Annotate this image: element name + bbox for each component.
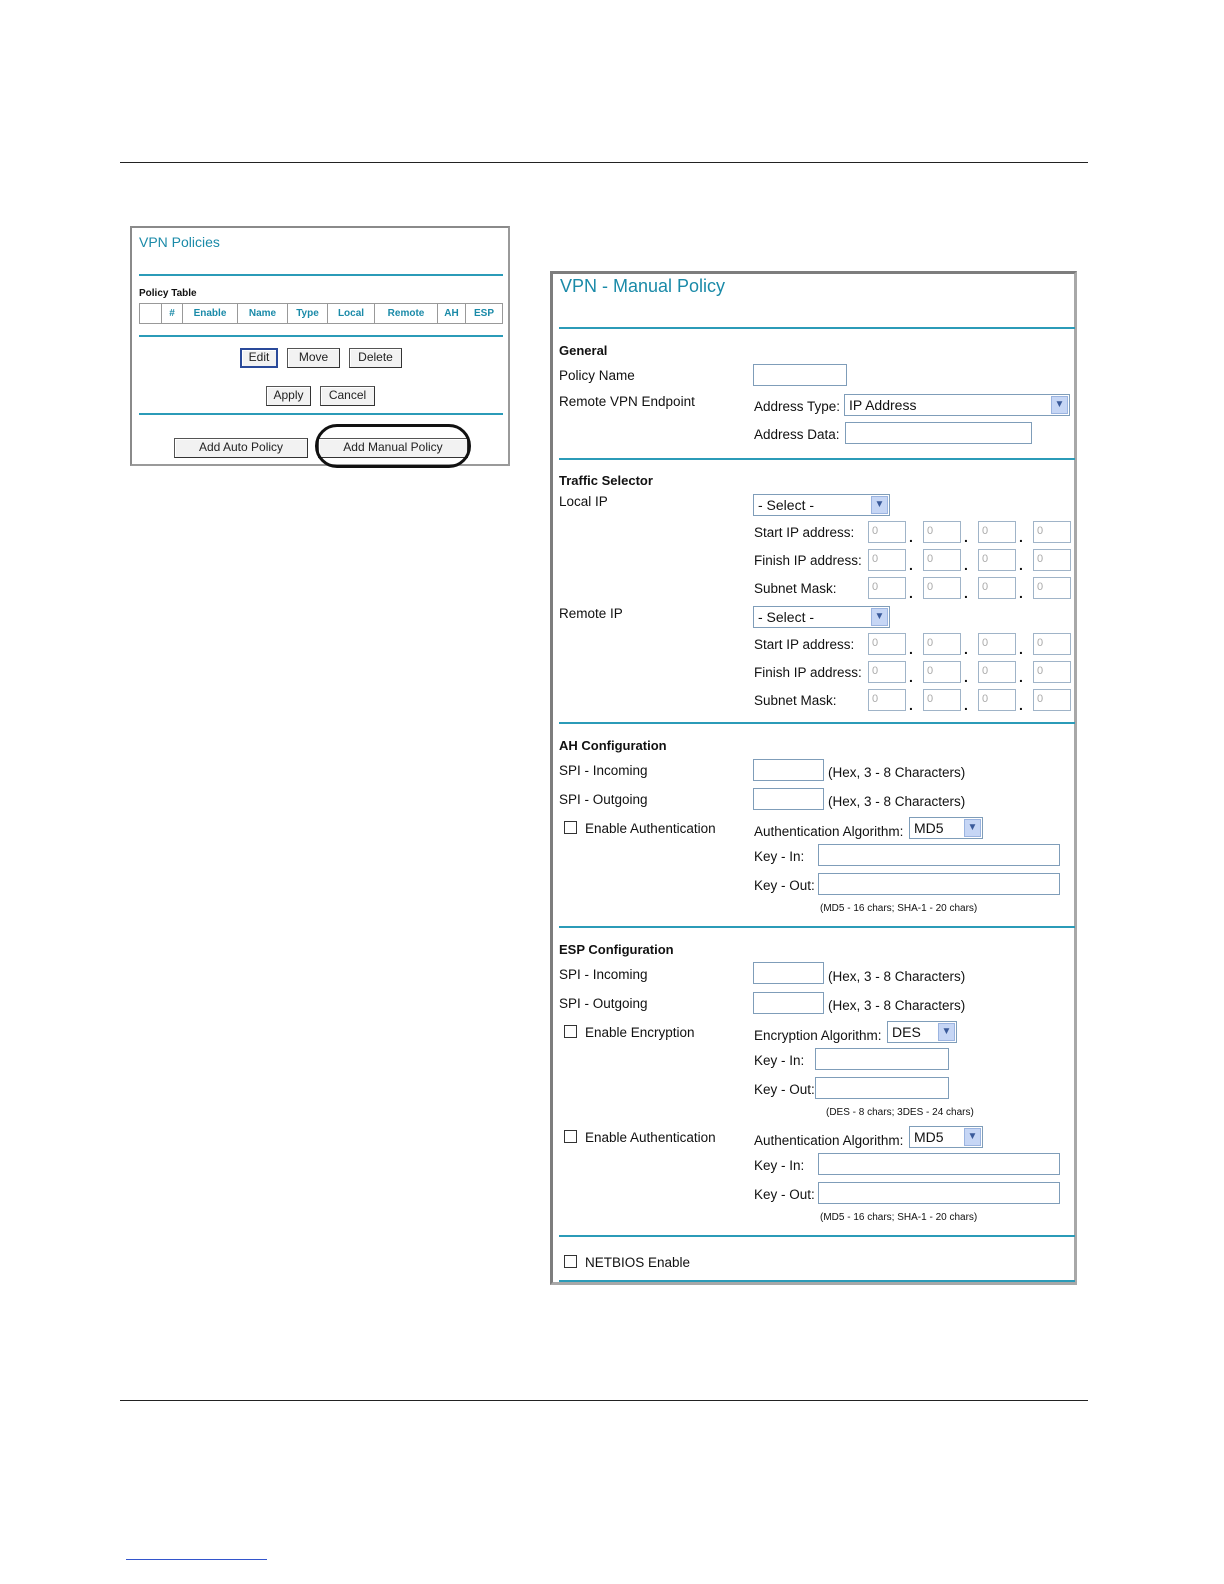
ah-spi-outgoing-label: SPI - Outgoing (559, 792, 648, 807)
remote-mask-octet-4[interactable]: 0 (1033, 689, 1071, 711)
general-divider (559, 458, 1075, 460)
local-ip-label: Local IP (559, 494, 608, 509)
esp-auth-key-in-label: Key - In: (754, 1158, 805, 1173)
add-manual-policy-button[interactable]: Add Manual Policy (318, 438, 468, 458)
local-start-ip-label: Start IP address: (754, 525, 855, 540)
col-select (140, 304, 162, 324)
local-finish-ip-label: Finish IP address: (754, 553, 862, 568)
policy-name-input[interactable] (753, 364, 847, 386)
esp-auth-algo-value: MD5 (914, 1129, 944, 1145)
address-data-input[interactable] (845, 422, 1032, 444)
col-remote: Remote (375, 304, 438, 324)
remote-subnet-mask-label: Subnet Mask: (754, 693, 837, 708)
title-divider (559, 327, 1075, 329)
remote-finish-octet-2[interactable]: 0 (923, 661, 961, 683)
col-name: Name (238, 304, 288, 324)
remote-finish-octet-1[interactable]: 0 (868, 661, 906, 683)
traffic-selector-heading: Traffic Selector (559, 473, 653, 488)
ah-spi-outgoing-input[interactable] (753, 788, 824, 810)
remote-mask-octet-1[interactable]: 0 (868, 689, 906, 711)
esp-enable-auth-label: Enable Authentication (585, 1130, 716, 1145)
manual-policy-panel (550, 271, 1077, 1285)
local-subnet-mask-label: Subnet Mask: (754, 581, 837, 596)
remote-mask-octet-3[interactable]: 0 (978, 689, 1016, 711)
ah-auth-algo-label: Authentication Algorithm: (754, 824, 904, 839)
footer-link-underline (126, 1559, 267, 1560)
apply-button[interactable]: Apply (266, 386, 311, 406)
dot-separator: . (1019, 529, 1023, 545)
local-finish-octet-2[interactable]: 0 (923, 549, 961, 571)
esp-enable-encryption-label: Enable Encryption (585, 1025, 695, 1040)
col-number: # (162, 304, 183, 324)
dot-separator: . (964, 557, 968, 573)
esp-spi-incoming-hint: (Hex, 3 - 8 Characters) (828, 969, 966, 984)
ah-enable-auth-label: Enable Authentication (585, 821, 716, 836)
esp-auth-algo-label: Authentication Algorithm: (754, 1133, 904, 1148)
esp-enc-algo-value: DES (892, 1024, 921, 1040)
esp-enc-algo-label: Encryption Algorithm: (754, 1028, 882, 1043)
remote-start-octet-1[interactable]: 0 (868, 633, 906, 655)
ah-key-out-label: Key - Out: (754, 878, 815, 893)
ah-divider (559, 926, 1075, 928)
chevron-down-icon: ▼ (938, 1023, 955, 1041)
remote-mask-octet-2[interactable]: 0 (923, 689, 961, 711)
ah-spi-incoming-hint: (Hex, 3 - 8 Characters) (828, 765, 966, 780)
general-heading: General (559, 343, 608, 358)
ah-spi-incoming-input[interactable] (753, 759, 824, 781)
edit-button[interactable]: Edit (240, 348, 278, 368)
dot-separator: . (964, 585, 968, 601)
dot-separator: . (964, 529, 968, 545)
esp-enc-key-out-input[interactable] (815, 1077, 949, 1099)
local-ip-select[interactable] (753, 494, 890, 516)
esp-enc-algo-select[interactable] (887, 1021, 957, 1043)
vpn-policies-title: VPN Policies (139, 234, 220, 250)
remote-endpoint-label: Remote VPN Endpoint (559, 394, 695, 409)
ah-enable-auth-checkbox[interactable] (564, 821, 577, 834)
remote-start-octet-4[interactable]: 0 (1033, 633, 1071, 655)
col-enable: Enable (183, 304, 238, 324)
dot-separator: . (909, 669, 913, 685)
chevron-down-icon: ▼ (964, 819, 981, 837)
policy-name-label: Policy Name (559, 368, 635, 383)
dot-separator: . (1019, 697, 1023, 713)
remote-ip-label: Remote IP (559, 606, 623, 621)
remote-finish-octet-4[interactable]: 0 (1033, 661, 1071, 683)
netbios-label: NETBIOS Enable (585, 1255, 691, 1270)
esp-enc-key-in-input[interactable] (815, 1048, 949, 1070)
buttons-divider (139, 413, 503, 415)
local-start-octet-2[interactable]: 0 (923, 521, 961, 543)
local-finish-octet-1[interactable]: 0 (868, 549, 906, 571)
esp-spi-incoming-input[interactable] (753, 962, 824, 984)
esp-spi-outgoing-hint: (Hex, 3 - 8 Characters) (828, 998, 966, 1013)
esp-spi-outgoing-label: SPI - Outgoing (559, 996, 648, 1011)
highlight-circle (315, 424, 471, 468)
dot-separator: . (964, 697, 968, 713)
dot-separator: . (964, 641, 968, 657)
manual-policy-title: VPN - Manual Policy (560, 276, 726, 296)
page-top-rule (120, 162, 1088, 163)
vpn-policies-panel (130, 226, 510, 466)
ah-auth-algo-select[interactable] (909, 817, 983, 839)
page-bottom-rule (120, 1400, 1088, 1401)
address-type-select[interactable] (844, 394, 1070, 416)
esp-auth-key-in-input[interactable] (818, 1153, 1060, 1175)
esp-auth-key-out-input[interactable] (818, 1182, 1060, 1204)
esp-auth-algo-select[interactable] (909, 1126, 983, 1148)
ah-spi-outgoing-hint: (Hex, 3 - 8 Characters) (828, 794, 966, 809)
col-type: Type (288, 304, 328, 324)
dot-separator: . (909, 529, 913, 545)
chevron-down-icon: ▼ (871, 608, 888, 626)
dot-separator: . (1019, 641, 1023, 657)
esp-divider (559, 1235, 1075, 1237)
esp-enable-encryption-checkbox[interactable] (564, 1025, 577, 1038)
policy-table-label: Policy Table (139, 288, 197, 299)
bottom-divider (559, 1280, 1075, 1282)
address-type-value: IP Address (849, 397, 917, 413)
ah-config-heading: AH Configuration (559, 738, 667, 753)
local-start-octet-1[interactable]: 0 (868, 521, 906, 543)
col-ah: AH (438, 304, 466, 324)
dot-separator: . (964, 669, 968, 685)
esp-enc-key-out-label: Key - Out: (754, 1082, 815, 1097)
ah-spi-incoming-label: SPI - Incoming (559, 763, 648, 778)
chevron-down-icon: ▼ (871, 496, 888, 514)
remote-finish-octet-3[interactable]: 0 (978, 661, 1016, 683)
move-button[interactable]: Move (287, 348, 340, 368)
col-esp: ESP (466, 304, 503, 324)
esp-enable-auth-checkbox[interactable] (564, 1130, 577, 1143)
dot-separator: . (1019, 585, 1023, 601)
remote-ip-select-value: - Select - (758, 609, 815, 625)
dot-separator: . (909, 641, 913, 657)
remote-ip-select[interactable] (753, 606, 890, 628)
local-finish-octet-4[interactable]: 0 (1033, 549, 1071, 571)
local-start-octet-4[interactable]: 0 (1033, 521, 1071, 543)
remote-start-ip-label: Start IP address: (754, 637, 855, 652)
ah-key-in-label: Key - In: (754, 849, 805, 864)
esp-auth-note: (MD5 - 16 chars; SHA-1 - 20 chars) (820, 1212, 978, 1223)
address-type-label: Address Type: (754, 399, 841, 414)
dot-separator: . (909, 557, 913, 573)
ah-key-in-input[interactable] (818, 844, 1060, 866)
ah-key-out-input[interactable] (818, 873, 1060, 895)
dot-separator: . (1019, 669, 1023, 685)
traffic-divider (559, 722, 1075, 724)
ah-key-note: (MD5 - 16 chars; SHA-1 - 20 chars) (820, 903, 978, 914)
dot-separator: . (909, 585, 913, 601)
policy-table-header (140, 304, 503, 324)
delete-button[interactable]: Delete (349, 348, 402, 368)
esp-spi-incoming-label: SPI - Incoming (559, 967, 648, 982)
esp-enc-key-in-label: Key - In: (754, 1053, 805, 1068)
remote-finish-ip-label: Finish IP address: (754, 665, 862, 680)
cancel-button[interactable]: Cancel (320, 386, 375, 406)
netbios-checkbox[interactable] (564, 1255, 577, 1268)
esp-auth-key-out-label: Key - Out: (754, 1187, 815, 1202)
ah-auth-algo-value: MD5 (914, 820, 944, 836)
local-mask-octet-1[interactable]: 0 (868, 577, 906, 599)
local-mask-octet-3[interactable]: 0 (978, 577, 1016, 599)
policy-table (139, 303, 503, 324)
local-start-octet-3[interactable]: 0 (978, 521, 1016, 543)
remote-start-octet-2[interactable]: 0 (923, 633, 961, 655)
chevron-down-icon: ▼ (1051, 396, 1068, 414)
local-mask-octet-2[interactable]: 0 (923, 577, 961, 599)
local-finish-octet-3[interactable]: 0 (978, 549, 1016, 571)
dot-separator: . (1019, 557, 1023, 573)
esp-enc-note: (DES - 8 chars; 3DES - 24 chars) (826, 1107, 974, 1118)
dot-separator: . (909, 697, 913, 713)
local-ip-select-value: - Select - (758, 497, 815, 513)
add-auto-policy-button[interactable]: Add Auto Policy (174, 438, 308, 458)
esp-spi-outgoing-input[interactable] (753, 992, 824, 1014)
remote-start-octet-3[interactable]: 0 (978, 633, 1016, 655)
col-local: Local (328, 304, 375, 324)
table-divider (139, 335, 503, 337)
title-divider (139, 274, 503, 276)
local-mask-octet-4[interactable]: 0 (1033, 577, 1071, 599)
chevron-down-icon: ▼ (964, 1128, 981, 1146)
esp-config-heading: ESP Configuration (559, 942, 674, 957)
address-data-label: Address Data: (754, 427, 840, 442)
